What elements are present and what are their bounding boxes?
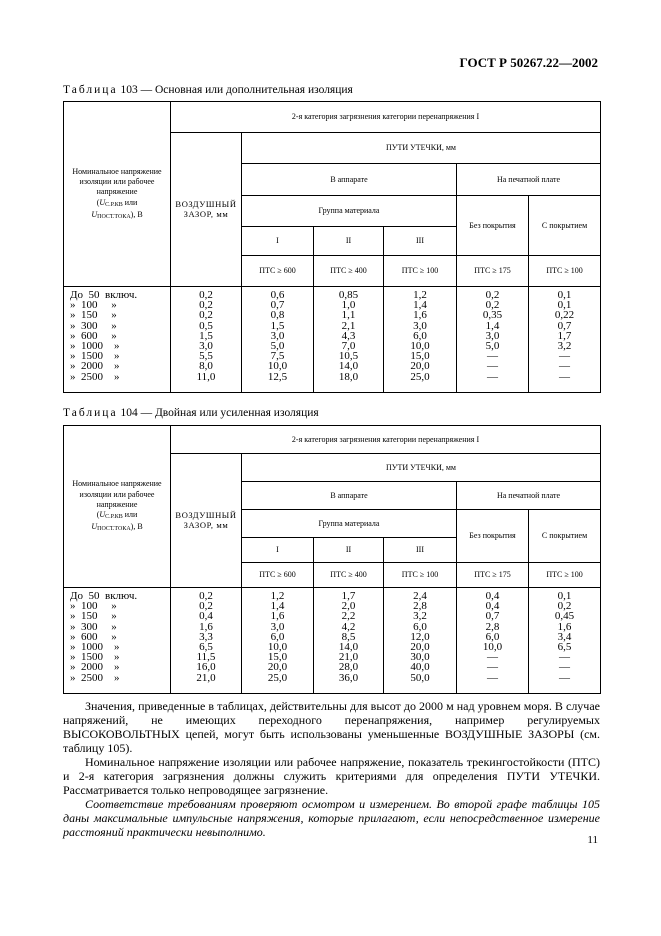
table-cell: 6,5 [199,640,213,653]
table-cell: — [559,360,570,373]
table-cell: 2,1 [341,319,356,332]
page-number: 11 [587,834,598,846]
document-header: ГОСТ Р 50267.22—2002 [459,55,598,70]
table-cell: » 300 » [70,620,117,633]
table-cell: 0,1 [557,590,572,602]
table-cell: 28,0 [338,661,359,674]
uncoated-header: Без покрытия [457,510,529,563]
voltage-values [64,588,171,694]
table-cell: 0,4 [485,600,500,613]
table-cell: 0,22 [554,309,575,322]
table-cell: — [487,651,498,664]
table-cell: 8,5 [341,630,356,643]
pti-header: ПТС ≥ 175 [457,256,529,287]
table-cell: 14,0 [338,360,359,373]
pcb-coated-values [529,588,601,694]
table-cell: 10,0 [410,339,430,352]
table-cell: 20,0 [410,640,430,653]
table-cell: 6,0 [413,620,427,633]
table-cell: 18,0 [338,370,359,383]
table-104 [63,425,601,694]
pti-header: ПТС ≥ 600 [242,563,314,588]
table-cell: — [559,350,570,363]
group-2-values [314,287,384,393]
table-label: Таблица [63,407,118,419]
pti-header: ПТС ≥ 400 [314,256,384,287]
table-cell: 1,4 [270,600,285,613]
pti-header: ПТС ≥ 100 [384,256,457,287]
table-cell: 3,0 [413,319,427,332]
table-number: 104 [120,407,138,419]
table-cell: 3,0 [199,339,213,352]
table-cell: 2,8 [413,600,427,613]
coated-header: С покрытием [529,510,601,563]
table-cell: 12,5 [267,370,288,383]
in-device-header: В аппарате [242,482,457,510]
table-cell: » 1000 » [70,339,120,352]
pcb-header: На печатной плате [457,164,601,196]
table-cell: 1,2 [270,590,285,602]
table-cell: 11,5 [196,651,216,664]
table-cell: 30,0 [410,651,430,664]
table-103-caption [63,84,353,96]
coated-header: С покрытием [529,196,601,256]
table-cell: 0,2 [199,309,213,322]
group-1-values [242,588,314,694]
table-title: — Двойная или усиленная изоляция [140,407,319,419]
table-cell: 7,5 [270,350,285,363]
table-cell: 6,5 [557,640,572,653]
table-cell: 0,2 [485,289,500,301]
table-cell: 6,0 [413,329,427,342]
table-cell: — [559,671,570,684]
table-cell: 6,0 [485,630,500,643]
table-cell: 3,0 [485,329,500,342]
group-3-values [384,287,457,393]
table-cell: 25,0 [267,671,288,684]
table-number: 103 [120,84,138,96]
table-cell: 5,0 [485,339,500,352]
table-cell: До 50 включ. [70,590,138,602]
table-cell: » 100 » [70,600,117,613]
table-cell: 14,0 [338,640,359,653]
table-cell: 3,4 [557,630,572,643]
pcb-uncoated-values [457,588,529,694]
table-cell: 1,0 [341,299,356,312]
table-cell: 1,1 [341,309,356,322]
table-cell: 16,0 [196,661,216,674]
table-cell: 36,0 [338,671,359,684]
table-cell: 0,7 [557,319,572,332]
voltage-column-header: Номинальное напряжение изоляции или рабочее напряжение ($U_{С.Р.КВ}$ или $U_{ПОСТ.ТОКА}$), В [64,426,171,588]
table-cell: 3,0 [270,329,285,342]
table-cell: » 2000 » [70,661,120,674]
table-cell: » 150 » [70,610,117,623]
table-cell: 3,0 [270,620,285,633]
table-cell: » 2500 » [70,671,120,684]
creepage-header: ПУТИ УТЕЧКИ, мм [242,133,601,164]
pcb-coated-values [529,287,601,393]
group-3-header: III [384,538,457,563]
table-cell: 0,35 [482,309,503,322]
table-cell: 0,7 [270,299,285,312]
table-cell: 0,4 [199,610,213,623]
table-cell: 0,8 [270,309,285,322]
table-cell: 1,4 [485,319,500,332]
table-cell: 1,7 [341,590,356,602]
pti-header: ПТС ≥ 100 [529,563,601,588]
table-cell: 0,2 [485,299,500,312]
table-cell: 0,6 [270,289,285,301]
table-103 [63,101,601,393]
table-cell: 6,0 [270,630,285,643]
table-cell: 0,45 [554,610,575,623]
group-2-values [314,588,384,694]
table-cell: 5,5 [199,350,213,363]
table-cell: 0,2 [199,590,213,602]
table-cell: 10,0 [267,640,288,653]
table-cell: 20,0 [410,360,430,373]
table-cell: » 100 » [70,299,117,312]
table-cell: 4,3 [341,329,356,342]
table-cell: 15,0 [267,651,288,664]
table-cell: 0,1 [557,299,572,312]
table-cell: 3,3 [199,630,213,643]
table-cell: 1,6 [557,620,572,633]
table-cell: 0,2 [199,289,213,301]
table-cell: 0,7 [485,610,500,623]
voltage-values [64,287,171,393]
material-group-header: Группа материала [242,196,457,227]
air-values [171,287,242,393]
table-cell: 4,2 [341,620,356,633]
table-cell: — [487,360,498,373]
table-cell: 25,0 [410,370,430,383]
group-1-header: I [242,227,314,256]
table-cell: 21,0 [196,671,216,684]
table-cell: 10,0 [482,640,503,653]
group-1-values [242,287,314,393]
table-cell: 2,8 [485,620,500,633]
table-cell: 1,4 [413,299,427,312]
table-cell: — [559,370,570,383]
table-cell: 2,4 [413,590,427,602]
category-header: 2-я категория загрязнения категории перенапряжения I [171,426,601,454]
table-cell: » 150 » [70,309,117,322]
table-cell: » 2000 » [70,360,120,373]
pti-header: ПТС ≥ 100 [529,256,601,287]
table-cell: 12,0 [410,630,430,643]
in-device-header: В аппарате [242,164,457,196]
table-cell: 7,0 [341,339,356,352]
table-cell: — [559,651,570,664]
table-cell: 0,2 [199,600,213,613]
table-cell: 1,6 [270,610,285,623]
table-cell: — [487,350,498,363]
table-cell: 40,0 [410,661,430,674]
table-cell: 0,5 [199,319,213,332]
table-cell: 5,0 [270,339,285,352]
table-cell: » 1500 » [70,651,120,664]
table-cell: 3,2 [413,610,427,623]
table-cell: » 600 » [70,630,117,643]
group-2-header: II [314,538,384,563]
table-cell: 1,6 [199,620,213,633]
table-cell: — [487,370,498,383]
table-cell: 3,2 [557,339,572,352]
table-cell: 10,0 [267,360,288,373]
table-cell: — [487,671,498,684]
table-cell: — [487,661,498,674]
paragraph: Номинальное напряжение изоляции или рабочее напряжение, показатель трекингостойкости (ПТС) и 2-я категория загрязнения должны служить критериями для определения ПУТИ УТЕЧКИ. Рассматривается только непроводящее загрязнение. [63,755,600,797]
table-cell: 1,7 [557,329,572,342]
table-cell: 11,0 [196,370,216,383]
table-cell: 2,0 [341,600,356,613]
paragraph: Значения, приведенные в таблицах, действительны для высот до 2000 м над уровнем моря. В случае напряжений, не имеющих переходного перенапряжения, например регулируемых ВЫСОКОВОЛЬТНЫХ цепей, могут быть использованы уменьшенные ВОЗДУШНЫЕ ЗАЗОРЫ (см. таблицу 105). [63,699,600,755]
table-cell: 0,2 [199,299,213,312]
table-cell: » 2500 » [70,370,120,383]
table-cell: 1,2 [413,289,427,301]
table-cell: » 1000 » [70,640,120,653]
pti-header: ПТС ≥ 100 [384,563,457,588]
body-text [63,699,600,839]
table-cell: 1,5 [199,329,213,342]
table-cell: 1,6 [413,309,427,322]
table-cell: » 600 » [70,329,117,342]
table-cell: 20,0 [267,661,288,674]
table-cell: До 50 включ. [70,289,138,301]
table-cell: 0,2 [557,600,572,613]
table-cell: 0,1 [557,289,572,301]
category-header: 2-я категория загрязнения категории перенапряжения I [171,102,601,133]
table-cell: » 300 » [70,319,117,332]
table-cell: 2,2 [341,610,356,623]
table-104-caption [63,407,319,419]
table-label: Таблица [63,84,118,96]
group-3-header: III [384,227,457,256]
table-cell: 21,0 [338,651,359,664]
uncoated-header: Без покрытия [457,196,529,256]
table-cell: 50,0 [410,671,430,684]
table-cell: 8,0 [199,360,213,373]
air-values [171,588,242,694]
table-cell: 1,5 [270,319,285,332]
material-group-header: Группа материала [242,510,457,538]
group-3-values [384,588,457,694]
voltage-column-header: Номинальное напряжение изоляции или рабочее напряжение ($U_{С.Р.КВ}$ или $U_{ПОСТ.ТОКА}$), В [64,102,171,287]
paragraph: Соответствие требованиям проверяют осмотром и измерением. Во второй графе таблицы 105 даны максимальные импульсные напряжения, которые прилагают, если непосредственное измерение расстояний практически невыполнимо. [63,797,600,839]
table-cell: 15,0 [410,350,430,363]
table-cell: 0,85 [338,289,359,301]
air-clearance-header: ВОЗДУШНЫЙ ЗАЗОР, мм [171,133,242,287]
table-cell: 0,4 [485,590,500,602]
group-1-header: I [242,538,314,563]
table-cell: — [559,661,570,674]
pcb-header: На печатной плате [457,482,601,510]
pcb-uncoated-values [457,287,529,393]
air-clearance-header: ВОЗДУШНЫЙ ЗАЗОР, мм [171,454,242,588]
pti-header: ПТС ≥ 600 [242,256,314,287]
pti-header: ПТС ≥ 400 [314,563,384,588]
pti-header: ПТС ≥ 175 [457,563,529,588]
table-cell: » 1500 » [70,350,120,363]
table-title: — Основная или дополнительная изоляция [140,84,353,96]
table-cell: 10,5 [338,350,359,363]
creepage-header: ПУТИ УТЕЧКИ, мм [242,454,601,482]
group-2-header: II [314,227,384,256]
